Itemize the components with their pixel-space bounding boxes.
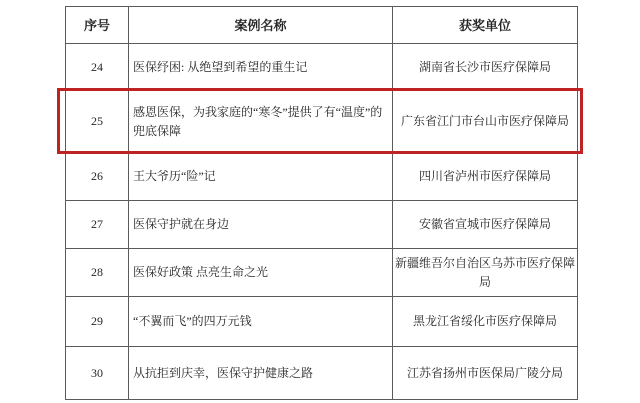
row-number-cell: 25 xyxy=(66,91,129,153)
row-number-cell: 27 xyxy=(66,201,129,249)
unit-cell: 四川省泸州市医疗保障局 xyxy=(393,153,578,201)
case-name-cell: 医保纾困: 从绝望到希望的重生记 xyxy=(129,44,393,91)
row-number-cell: 29 xyxy=(66,297,129,347)
unit-cell: 湖南省长沙市医疗保障局 xyxy=(393,44,578,91)
unit-cell: 广东省江门市台山市医疗保障局 xyxy=(393,91,578,153)
case-name-cell: 医保好政策 点亮生命之光 xyxy=(129,249,393,297)
table-row xyxy=(66,347,578,400)
row-number-cell: 26 xyxy=(66,153,129,201)
case-name-cell: 感恩医保，为我家庭的“寒冬”提供了有“温度”的兜底保障 xyxy=(129,91,393,153)
table-row xyxy=(66,153,578,201)
table-row-highlighted xyxy=(66,91,578,153)
header-unit: 获奖单位 xyxy=(393,7,578,44)
case-name-cell: 从抗拒到庆幸，医保守护健康之路 xyxy=(129,347,393,400)
unit-cell: 黑龙江省绥化市医疗保障局 xyxy=(393,297,578,347)
unit-cell: 安徽省宣城市医疗保障局 xyxy=(393,201,578,249)
header-case-name: 案例名称 xyxy=(129,7,393,44)
table-header-row xyxy=(66,7,578,44)
row-number-cell: 30 xyxy=(66,347,129,400)
case-name-cell: 医保守护就在身边 xyxy=(129,201,393,249)
award-table xyxy=(65,6,578,400)
unit-cell: 江苏省扬州市医保局广陵分局 xyxy=(393,347,578,400)
row-number-cell: 24 xyxy=(66,44,129,91)
table-row xyxy=(66,44,578,91)
unit-cell: 新疆维吾尔自治区乌苏市医疗保障局 xyxy=(393,249,578,297)
row-number-cell: 28 xyxy=(66,249,129,297)
table-row xyxy=(66,297,578,347)
case-name-cell: “不翼而飞”的四万元钱 xyxy=(129,297,393,347)
table-row xyxy=(66,249,578,297)
table-row xyxy=(66,201,578,249)
header-no: 序号 xyxy=(66,7,129,44)
case-name-cell: 王大爷历“险”记 xyxy=(129,153,393,201)
